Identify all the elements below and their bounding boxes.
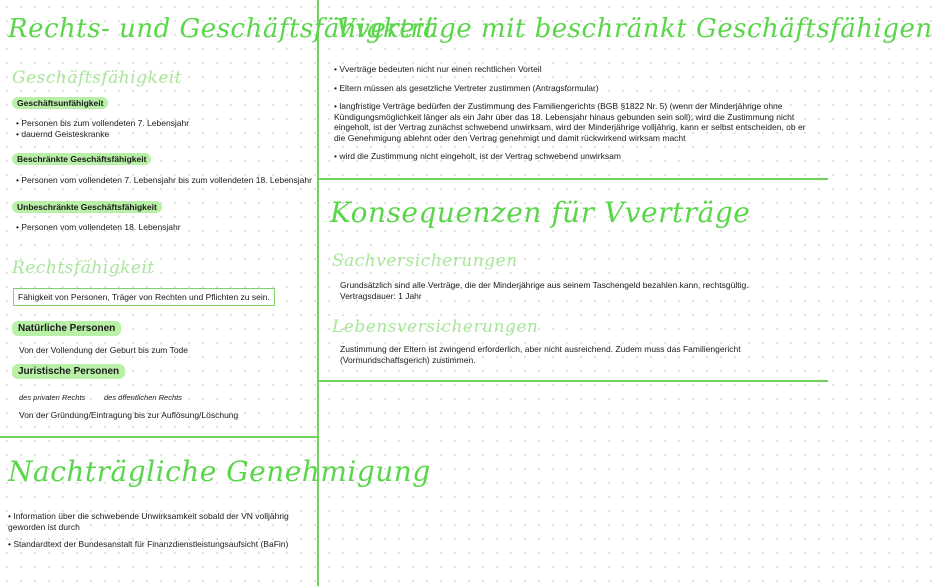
list-item: • Personen vom vollendeten 7. Lebensjahr bis zum vollendeten 18. Lebensjahr (16, 175, 314, 186)
list-vertraege-beschraenkt (334, 64, 818, 162)
heading-geschaeftsfaehigkeit: Geschäftsfähigkeit (12, 68, 183, 88)
list-item: • Personen vom vollendeten 18. Lebensjahr (16, 222, 306, 233)
list-item: • langfristige Verträge bedürfen der Zustimmung des Familiengerichts (BGB §1822 Nr. 5) (wenn der Minderjährige ohne Kündigungsmöglichkeit länger als ein Jahr über das 18. Lebensjahr hinaus gebunden sein soll); wird die Zustimmung nicht eingeholt, ist der Vertrag zunächst schwebend unwirksam, wird der Minderjährige volljährig, kann er selbst entscheiden, ob er die Genehmigung ablehnt oder den Vertrag genehmigt und damit rückwirkend wirksam macht (334, 101, 818, 143)
text-privates-recht: des privaten Rechts (19, 393, 86, 402)
list-beschraenkte-geschaeftsfaehigkeit (16, 175, 314, 186)
list-item: • wird die Zustimmung nicht eingeholt, ist der Vertrag schwebend unwirksam (334, 151, 818, 162)
list-item: • Standardtext der Bundesanstalt für Finanzdienstleistungsaufsicht (BaFin) (8, 539, 310, 550)
text-juristische-personen: Von der Gründung/Eintragung bis zur Auflösung/Löschung (19, 410, 239, 420)
list-item: • Vverträge bedeuten nicht nur einen rechtlichen Vorteil (334, 64, 818, 75)
section-title-nachtraegliche-genehmigung: Nachträgliche Genehmigung (8, 455, 431, 488)
label-beschraenkte-geschaeftsfaehigkeit: Beschränkte Geschäftsfähigkeit (12, 153, 151, 165)
right-horizontal-divider-2 (318, 380, 828, 382)
list-item: • Eltern müssen als gesetzliche Vertreter zustimmen (Antragsformular) (334, 83, 818, 94)
heading-sachversicherungen: Sachversicherungen (332, 251, 518, 271)
definition-rechtsfaehigkeit: Fähigkeit von Personen, Träger von Rechten und Pflichten zu sein. (13, 288, 275, 306)
list-item: • Personen bis zum vollendeten 7. Lebensjahr (16, 118, 306, 129)
label-natuerliche-personen: Natürliche Personen (12, 321, 121, 336)
heading-rechtsfaehigkeit: Rechtsfähigkeit (12, 258, 155, 278)
label-geschaeftsunfaehigkeit: Geschäftsunfähigkeit (12, 97, 108, 109)
right-horizontal-divider-1 (318, 178, 828, 180)
left-horizontal-divider (0, 436, 318, 438)
section-title-konsequenzen: Konsequenzen für Vverträge (330, 196, 751, 229)
label-juristische-personen: Juristische Personen (12, 364, 125, 379)
text-sachversicherungen: Grundsätzlich sind alle Verträge, die der Minderjährige aus seinem Taschengeld bezahlen kann, rechtsgültig. Vertragsdauer: 1 Jahr (340, 280, 749, 301)
list-item: • Information über die schwebende Unwirksamkeit sobald der VN volljährig geworden ist durch (8, 511, 310, 532)
list-geschaeftsunfaehigkeit (16, 118, 306, 139)
vertical-divider (317, 0, 319, 586)
list-item: • dauernd Geisteskranke (16, 129, 306, 140)
text-natuerliche-personen: Von der Vollendung der Geburt bis zum Tode (19, 345, 189, 355)
list-unbeschraenkte-geschaeftsfaehigkeit (16, 222, 306, 233)
text-lebensversicherungen: Zustimmung der Eltern ist zwingend erforderlich, aber nicht ausreichend. Zudem muss das Familiengericht (Vormundschaftsgerich) zustimmen. (340, 344, 741, 365)
list-nachtraegliche-genehmigung (8, 511, 310, 550)
heading-lebensversicherungen: Lebensversicherungen (332, 317, 539, 337)
text-oeffentliches-recht: des öffentlichen Rechts (104, 393, 182, 402)
section-title-rechts-geschaeftsfaehigkeit: Rechts- und Geschäftsfähigkeit (8, 14, 435, 44)
section-title-vertraege-beschraenkt: Vverträge mit beschränkt Geschäftsfähigen (336, 14, 933, 44)
label-unbeschraenkte-geschaeftsfaehigkeit: Unbeschränkte Geschäftsfähigkeit (12, 201, 162, 213)
